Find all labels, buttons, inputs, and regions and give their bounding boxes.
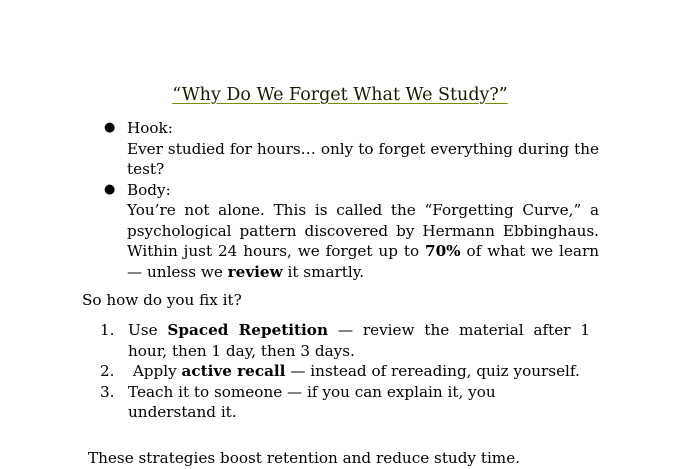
- lead-question: So how do you fix it?: [82, 291, 242, 309]
- document-title: [0, 83, 680, 107]
- step-text: — review the material after 1 hour, then 1 day, then 3 days.: [128, 321, 590, 360]
- list-number: 2.: [100, 362, 115, 380]
- list-item-text: [128, 361, 590, 382]
- title-text: “Why Do We Forget What We Study?”: [172, 85, 508, 105]
- body-bold-review: review: [227, 262, 283, 281]
- bullet-dot-icon: ●: [104, 120, 116, 135]
- closing-line: These strategies boost retention and reduce study time.: [88, 449, 521, 467]
- body-bold-percent: 70%: [425, 242, 461, 260]
- body-text-part: it smartly.: [282, 262, 365, 281]
- list-item: [100, 382, 590, 423]
- body-text-part: You’re not alone. This is called the “Forgetting Curve,” a psychological pattern discovered by Hermann Ebbinghaus. Within just 24 hours, we forget up to: [127, 201, 599, 260]
- list-number: 1.: [100, 321, 115, 339]
- bullet-dot-icon: ●: [104, 181, 116, 197]
- list-item-text: [128, 320, 590, 361]
- list-item: [100, 320, 590, 361]
- step-text: Apply: [128, 362, 182, 380]
- hook-text: Ever studied for hours… only to forget everything during the test?: [127, 139, 599, 178]
- hook-label: Hook:: [127, 119, 173, 137]
- bullet-hook: [104, 118, 599, 180]
- body-label: Body:: [127, 180, 171, 199]
- step-bold: active recall: [181, 362, 286, 380]
- numbered-list: [100, 320, 590, 423]
- step-text: Teach it to someone — if you can explain it, you understand it.: [128, 382, 496, 421]
- body-text: [127, 200, 599, 282]
- list-item-text: [128, 382, 508, 423]
- list-number: 3.: [100, 382, 115, 401]
- step-bold: Spaced Repetition: [167, 321, 328, 339]
- bullet-body: [104, 180, 599, 283]
- list-item: [100, 361, 590, 382]
- step-text: — instead of rereading, quiz yourself.: [285, 362, 580, 380]
- body-text-part: of what we learn — unless we: [127, 242, 599, 281]
- step-text: Use: [128, 321, 168, 339]
- bullet-list: [104, 118, 599, 282]
